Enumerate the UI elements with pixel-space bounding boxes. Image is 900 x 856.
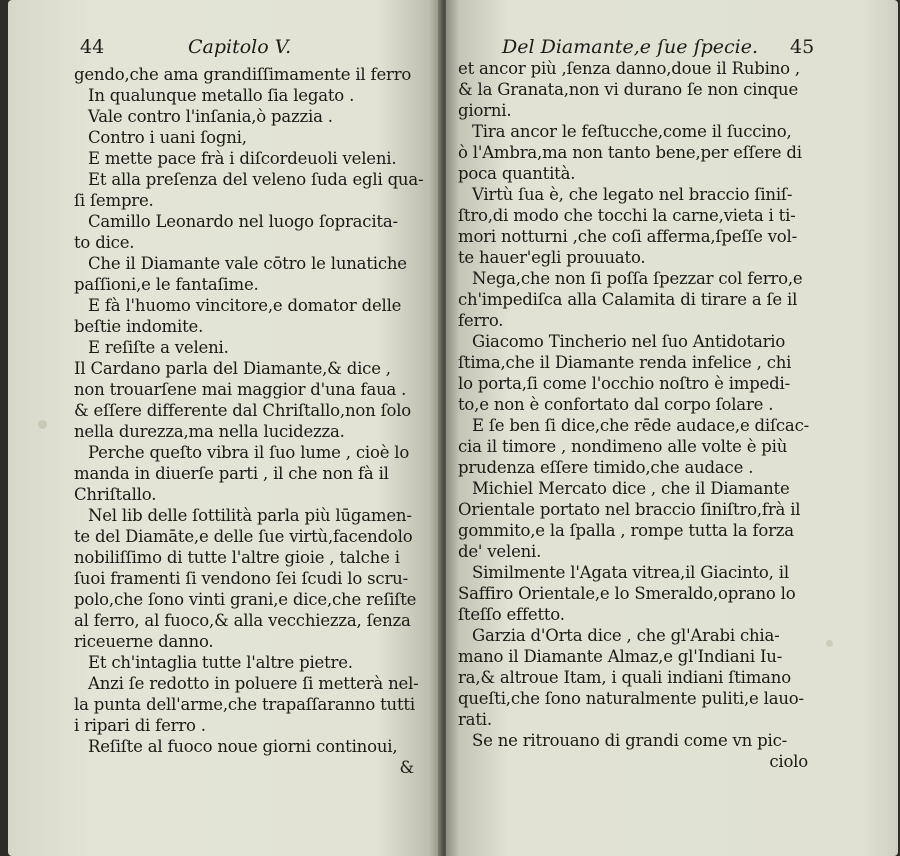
text-line: Nel lib delle ſottilità parla più lūgamen- bbox=[88, 506, 412, 525]
text-line: nella durezza,ma nella lucidezza. bbox=[74, 422, 345, 441]
text-line: beſtie indomite. bbox=[74, 317, 204, 336]
text-line: mano il Diamante Almaz,e gl'Indiani Iu- bbox=[458, 647, 783, 666]
text-line: gommito,e la ſpalla , rompe tutta la forza bbox=[458, 521, 794, 540]
left-text-block bbox=[74, 64, 440, 778]
text-line: rati. bbox=[458, 710, 492, 729]
text-line: Che il Diamante vale cōtro le lunatiche bbox=[88, 254, 407, 273]
text-line: Anzi ſe redotto in poluere ſi metterà nel- bbox=[88, 674, 419, 693]
text-line: polo,che ſono vinti grani,e dice,che reſiſte bbox=[74, 590, 417, 609]
text-line: ſtima,che il Diamante renda infelice , chi bbox=[458, 353, 792, 372]
text-line: Giacomo Tincherio nel ſuo Antidotario bbox=[472, 332, 786, 351]
text-line: Nega,che non ſi poſſa ſpezzar col ferro,e bbox=[472, 269, 803, 288]
text-line: la punta dell'arme,che trapaſſaranno tutti bbox=[74, 695, 415, 714]
text-line: Tira ancor le feſtucche,come il ſuccino, bbox=[472, 122, 792, 141]
text-line: manda in diuerſe parti , il che non fà il bbox=[74, 464, 389, 483]
text-line: cia il timore , nondimeno alle volte è più bbox=[458, 437, 788, 456]
text-line: riceuerne danno. bbox=[74, 632, 214, 651]
text-line: prudenza eſſere timido,che audace . bbox=[458, 458, 754, 477]
text-line: Se ne ritrouano di grandi come vn pic- bbox=[472, 731, 787, 750]
text-line: Vale contro l'inſania,ò pazzia . bbox=[88, 107, 333, 126]
text-line: & la Granata,non vi durano ſe non cinque bbox=[458, 80, 799, 99]
right-header-title: Del Diamante,e ſue ſpecie. bbox=[502, 36, 759, 58]
text-line: E ſe ben ſi dice,che rēde audace,e diſcac- bbox=[472, 416, 809, 435]
text-line: giorni. bbox=[458, 101, 512, 120]
text-line: poca quantità. bbox=[458, 164, 576, 183]
right-page bbox=[446, 0, 898, 856]
left-header-title: Capitolo V. bbox=[188, 36, 292, 58]
text-line: ferro. bbox=[458, 311, 504, 330]
text-line: mori notturni ,che coſi afferma,ſpeſſe vol- bbox=[458, 227, 797, 246]
text-line: Il Cardano parla del Diamante,& dice , bbox=[74, 359, 391, 378]
text-line: al ferro, al fuoco,& alla vecchiezza, ſenza bbox=[74, 611, 411, 630]
paper-stain bbox=[38, 420, 47, 429]
text-line: Saffiro Orientale,e lo Smeraldo,oprano lo bbox=[458, 584, 796, 603]
text-line: de' veleni. bbox=[458, 542, 542, 561]
text-line: non trouarſene mai maggior d'una faua . bbox=[74, 380, 407, 399]
text-line: nobiliſſimo di tutte l'altre gioie , talche i bbox=[74, 548, 400, 567]
text-line: Orientale portato nel braccio ſiniſtro,frà il bbox=[458, 500, 801, 519]
text-line: Chriſtallo. bbox=[74, 485, 157, 504]
text-line: Similmente l'Agata vitrea,il Giacinto, il bbox=[472, 563, 789, 582]
text-line: Perche queſto vibra il ſuo lume , cioè lo bbox=[88, 443, 410, 462]
text-line: et ancor più ,ſenza danno,doue il Rubino , bbox=[458, 59, 800, 78]
text-line: In qualunque metallo ſia legato . bbox=[88, 86, 355, 105]
text-line: E fà l'huomo vincitore,e domator delle bbox=[88, 296, 402, 315]
text-line: ſuoi framenti ſi vendono ſei ſcudi lo scru- bbox=[74, 569, 408, 588]
text-line: gendo,che ama grandiſſimamente il ferro bbox=[74, 65, 412, 84]
text-line: ra,& altroue Itam, i quali indiani ſtimano bbox=[458, 668, 791, 687]
text-line: ſteſſo effetto. bbox=[458, 605, 565, 624]
text-line: E reſiſte a veleni. bbox=[88, 338, 229, 357]
catchword: ciolo bbox=[769, 752, 808, 771]
right-page-number: 45 bbox=[790, 36, 815, 58]
text-line: Et alla preſenza del veleno ſuda egli qua- bbox=[88, 170, 424, 189]
text-line: Garzia d'Orta dice , che gl'Arabi chia- bbox=[472, 626, 780, 645]
text-line: to dice. bbox=[74, 233, 135, 252]
text-line: ſtro,di modo che tocchi la carne,vieta i ti- bbox=[458, 206, 796, 225]
text-line: te del Diamāte,e delle ſue virtù,facendolo bbox=[74, 527, 413, 546]
text-line: lo porta,ſi come l'occhio noſtro è impedi- bbox=[458, 374, 790, 393]
text-line: Camillo Leonardo nel luogo ſopracita- bbox=[88, 212, 398, 231]
left-page bbox=[8, 0, 442, 856]
text-line: queſti,che ſono naturalmente puliti,e lauo- bbox=[458, 689, 804, 708]
text-line: ſi ſempre. bbox=[74, 191, 154, 210]
text-line: ò l'Ambra,ma non tanto bene,per eſſere di bbox=[458, 143, 802, 162]
text-line: ch'impediſca alla Calamita di tirare a ſe il bbox=[458, 290, 798, 309]
text-line: Contro i uani ſogni, bbox=[88, 128, 247, 147]
right-text-block bbox=[458, 58, 868, 772]
text-line: E mette pace frà i diſcordeuoli veleni. bbox=[88, 149, 397, 168]
text-line: Michiel Mercato dice , che il Diamante bbox=[472, 479, 790, 498]
left-page-number: 44 bbox=[80, 36, 105, 58]
text-line: Reſiſte al fuoco noue giorni continoui, bbox=[88, 737, 398, 756]
text-line: & eſſere differente dal Chriſtallo,non ſolo bbox=[74, 401, 412, 420]
text-line: Et ch'intaglia tutte l'altre pietre. bbox=[88, 653, 353, 672]
text-line: paſſioni,e le fantaſime. bbox=[74, 275, 259, 294]
text-line: te hauer'egli prouuato. bbox=[458, 248, 646, 267]
text-line: Virtù ſua è, che legato nel braccio ſiniſ- bbox=[472, 185, 793, 204]
catchword: & bbox=[399, 758, 414, 777]
left-running-head bbox=[80, 36, 400, 62]
text-line: i ripari di ferro . bbox=[74, 716, 206, 735]
text-line: to,e non è confortato dal corpo ſolare . bbox=[458, 395, 774, 414]
